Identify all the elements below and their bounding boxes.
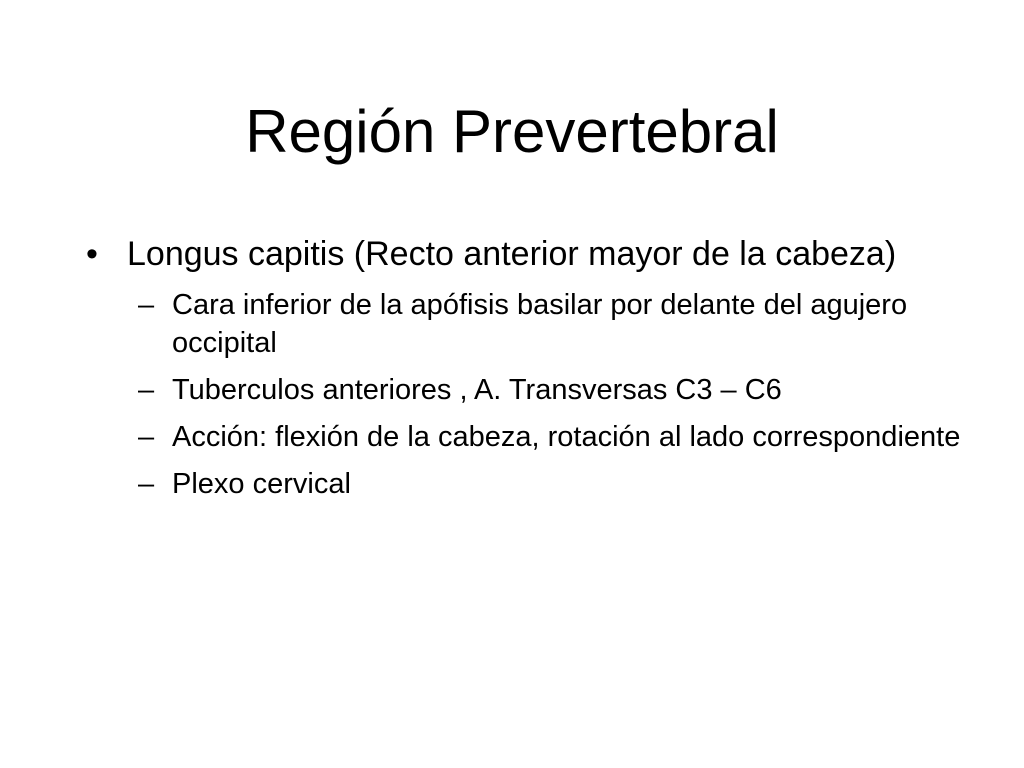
sub-bullet-text: Acción: flexión de la cabeza, rotación al lado correspondiente [172,421,961,453]
bullet-text: Longus capitis (Recto anterior mayor de la cabeza) [127,235,897,273]
sub-bullet-origin [86,286,966,362]
sub-bullet-text: Tuberculos anteriores , A. Transversas C3 – C6 [172,374,782,406]
sub-bullet-action [86,418,966,456]
slide-title: Región Prevertebral [245,98,779,165]
bullet-longus-capitis [86,232,966,276]
sub-bullet-text: Cara inferior de la apófisis basilar por delante del agujero occipital [172,289,908,359]
sub-bullet-insertion [86,371,966,409]
dash-marker: – [138,374,155,406]
dash-marker: – [138,468,155,500]
sub-bullet-innervation [86,465,966,503]
dash-marker: – [138,289,155,321]
sub-bullet-text: Plexo cervical [172,468,351,500]
sub-bullet-list [86,286,966,503]
slide-content [86,232,966,512]
bullet-marker: • [86,235,98,273]
dash-marker: – [138,421,155,453]
